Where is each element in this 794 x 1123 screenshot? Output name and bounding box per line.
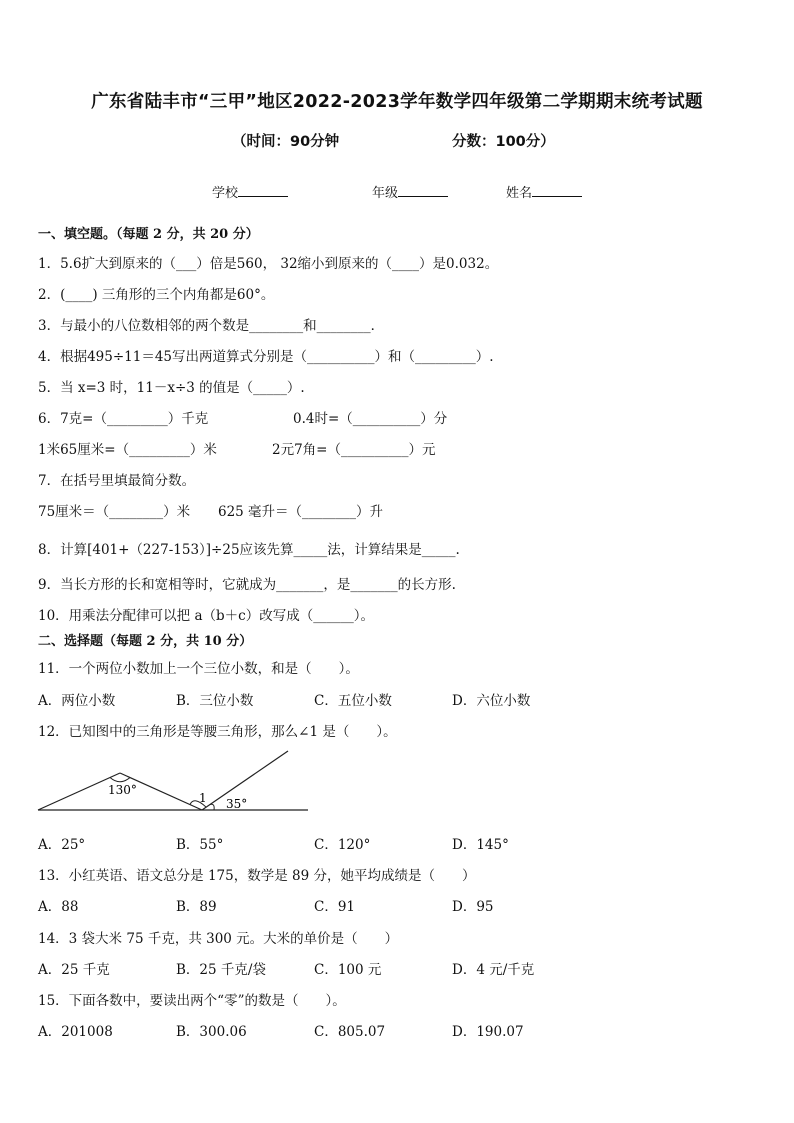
section-fill-heading: 一、填空题。（每题 2 分，共 20 分）	[38, 227, 259, 242]
question-11: 11．一个两位小数加上一个三位小数，和是（ ）。	[38, 661, 359, 677]
triangle-figure	[30, 746, 320, 816]
question-6c: 1米65厘米=（_________）米	[38, 442, 217, 458]
question-15: 15．下面各数中，要读出两个“零”的数是（ ）。	[38, 993, 346, 1009]
school-label: 学校	[212, 186, 239, 201]
name-label: 姓名	[506, 186, 533, 201]
page-title: 广东省陆丰市“三甲”地区2022-2023学年数学四年级第二学期期末统考试题	[91, 92, 703, 112]
question-7a: 75厘米＝（________）米	[38, 504, 191, 520]
grade-field	[372, 182, 448, 201]
q13-option-a[interactable]: A．88	[38, 899, 79, 915]
angle-130-label: 130°	[108, 783, 137, 797]
question-7: 7．在括号里填最简分数。	[38, 473, 196, 489]
q11-option-a[interactable]: A．两位小数	[38, 693, 116, 709]
question-5: 5．当 x=3 时，11－x÷3 的值是（_____）.	[38, 380, 305, 396]
q11-option-b[interactable]: B．三位小数	[176, 693, 254, 709]
q14-option-d[interactable]: D．4 元/千克	[452, 962, 535, 978]
name-field	[506, 182, 582, 201]
grade-blank[interactable]	[398, 184, 448, 197]
question-13: 13．小红英语、语文总分是 175，数学是 89 分，她平均成绩是（ ）	[38, 868, 476, 884]
grade-label: 年级	[372, 186, 399, 201]
apex-angle-arc	[110, 778, 130, 782]
q14-option-b[interactable]: B．25 千克/袋	[176, 962, 266, 978]
question-9: 9．当长方形的长和宽相等时，它就成为_______，是_______的长方形.	[38, 577, 456, 593]
angle-35-arc	[210, 804, 214, 810]
q12-option-a[interactable]: A．25°	[38, 837, 86, 853]
q13-option-d[interactable]: D．95	[452, 899, 494, 915]
angle-1-label: 1	[199, 791, 207, 805]
question-3: 3．与最小的八位数相邻的两个数是________和________．	[38, 318, 385, 334]
section-choice-heading: 二、选择题（每题 2 分，共 10 分）	[38, 634, 253, 649]
question-6d: 2元7角=（__________）元	[272, 442, 436, 458]
exam-score: 分数：100分）	[452, 134, 555, 150]
question-6b: 0.4时=（__________）分	[293, 411, 448, 427]
angle-35-label: 35°	[226, 797, 248, 811]
question-1: 1．5.6扩大到原来的（___）倍是560， 32缩小到原来的（____）是0.032。	[38, 256, 499, 272]
q15-option-d[interactable]: D．190.07	[452, 1024, 524, 1040]
q13-option-b[interactable]: B．89	[176, 899, 217, 915]
question-10: 10．用乘法分配律可以把 a（b＋c）改写成（______）。	[38, 608, 374, 624]
q15-option-c[interactable]: C．805.07	[314, 1024, 386, 1040]
question-7b: 625 毫升＝（________）升	[218, 504, 384, 520]
question-4: 4．根据495÷11＝45写出两道算式分别是（__________）和（_________）.	[38, 349, 494, 365]
school-blank[interactable]	[238, 184, 288, 197]
q13-option-c[interactable]: C．91	[314, 899, 356, 915]
question-14: 14．3 袋大米 75 千克，共 300 元。大米的单价是（ ）	[38, 931, 399, 947]
name-blank[interactable]	[532, 184, 582, 197]
q14-option-c[interactable]: C．100 元	[314, 962, 382, 978]
exam-time: （时间：90分钟	[232, 134, 340, 150]
question-6a: 6．7克=（_________）千克	[38, 411, 209, 427]
school-field	[212, 182, 288, 201]
q11-option-c[interactable]: C．五位小数	[314, 693, 392, 709]
question-2: 2．(____) 三角形的三个内角都是60°。	[38, 287, 275, 303]
q15-option-b[interactable]: B．300.06	[176, 1024, 247, 1040]
q14-option-a[interactable]: A．25 千克	[38, 962, 110, 978]
question-8: 8．计算[401+（227-153）]÷25应该先算_____法，计算结果是_____.	[38, 542, 460, 558]
q12-option-b[interactable]: B．55°	[176, 837, 224, 853]
q15-option-a[interactable]: A．201008	[38, 1024, 113, 1040]
q12-option-d[interactable]: D．145°	[452, 837, 509, 853]
question-12: 12．已知图中的三角形是等腰三角形，那么∠1 是（ ）。	[38, 724, 397, 740]
q11-option-d[interactable]: D．六位小数	[452, 693, 531, 709]
q12-option-c[interactable]: C．120°	[314, 837, 371, 853]
